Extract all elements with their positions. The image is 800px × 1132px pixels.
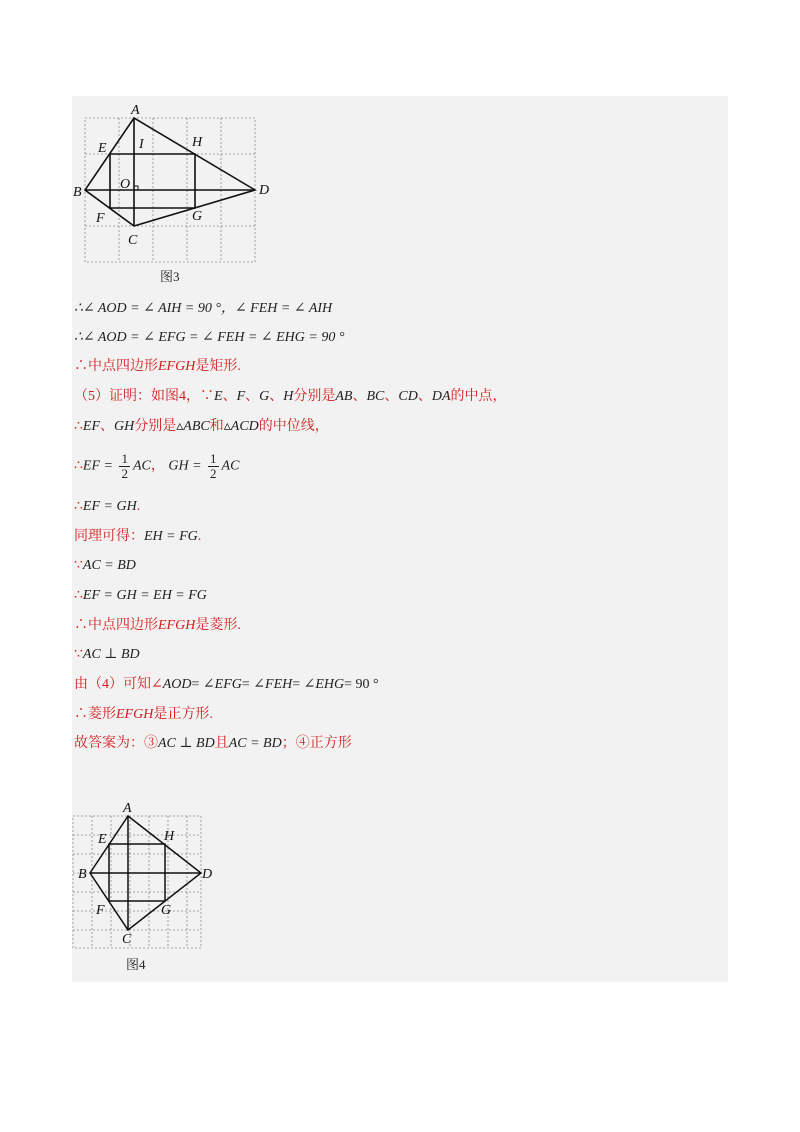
line-10: ∴EF = GH = EH = FG xyxy=(74,588,207,603)
fig4-label-F: F xyxy=(96,903,105,918)
line-7: ∴EF = GH. xyxy=(74,499,141,514)
fig3-label-O: O xyxy=(120,177,131,192)
fig4-label-C: C xyxy=(122,932,132,947)
line-11: ∴中点四边形EFGH是菱形. xyxy=(74,618,241,633)
fig4-label-E: E xyxy=(98,832,107,847)
figure-4-diagram xyxy=(70,800,220,950)
fig3-label-G: G xyxy=(192,209,203,224)
fig4-label-A: A xyxy=(123,801,132,816)
fig4-label-G: G xyxy=(161,903,172,918)
line-12: ∵AC ⊥ BD xyxy=(74,647,140,662)
figure-4 xyxy=(70,800,220,950)
figure-3 xyxy=(70,100,280,270)
line-2: ∴∠ AOD = ∠ EFG = ∠ FEH = ∠ EHG = 90 ° xyxy=(74,330,345,345)
line-14: ∴菱形EFGH是正方形. xyxy=(74,707,213,722)
figure-3-caption: 图3 xyxy=(160,269,180,284)
line-13: 由（4）可知∠AOD= ∠EFG= ∠FEH= ∠EHG= 90 ° xyxy=(74,677,379,692)
fig3-label-H: H xyxy=(192,135,203,150)
fig4-label-B: B xyxy=(78,867,87,882)
fig3-label-I: I xyxy=(139,137,144,152)
fig3-label-B: B xyxy=(73,185,82,200)
line-6: ∴EF = $\frac{1}{2}$ AC， GH = $\frac{1}{2}$ AC xyxy=(74,451,240,481)
shape-lines xyxy=(85,118,255,226)
line-9: ∵AC = BD xyxy=(74,558,136,573)
fraction-1: $\frac{1}{2}$ xyxy=(121,451,128,481)
shape-lines xyxy=(90,816,201,930)
figure-4-caption: 图4 xyxy=(126,957,146,972)
line-8: 同理可得：EH = FG. xyxy=(74,529,202,544)
line-3: ∴中点四边形EFGH是矩形. xyxy=(74,359,241,374)
line-5: ∴EF、GH分别是▵ABC和▵ACD的中位线， xyxy=(74,419,329,434)
fraction-2: $\frac{1}{2}$ xyxy=(210,451,217,481)
fig3-label-E: E xyxy=(98,141,107,156)
line-1: ∴∠ AOD = ∠ AIH = 90 °，∠ FEH = ∠ AIH xyxy=(74,301,333,316)
fig3-label-D: D xyxy=(259,183,270,198)
line-4: （5）证明：如图4，∵E、F、G、H分别是AB、BC、CD、DA的中点， xyxy=(74,389,507,404)
fig3-label-C: C xyxy=(128,233,138,248)
fig4-label-D: D xyxy=(202,867,213,882)
figure-3-diagram xyxy=(70,100,280,270)
grid-lines xyxy=(73,816,201,948)
fig3-label-A: A xyxy=(131,103,140,118)
fig4-label-H: H xyxy=(164,829,175,844)
fig3-label-F: F xyxy=(96,211,105,226)
line-15: 故答案为：③AC ⊥ BD且AC = BD；④正方形 xyxy=(74,736,352,751)
